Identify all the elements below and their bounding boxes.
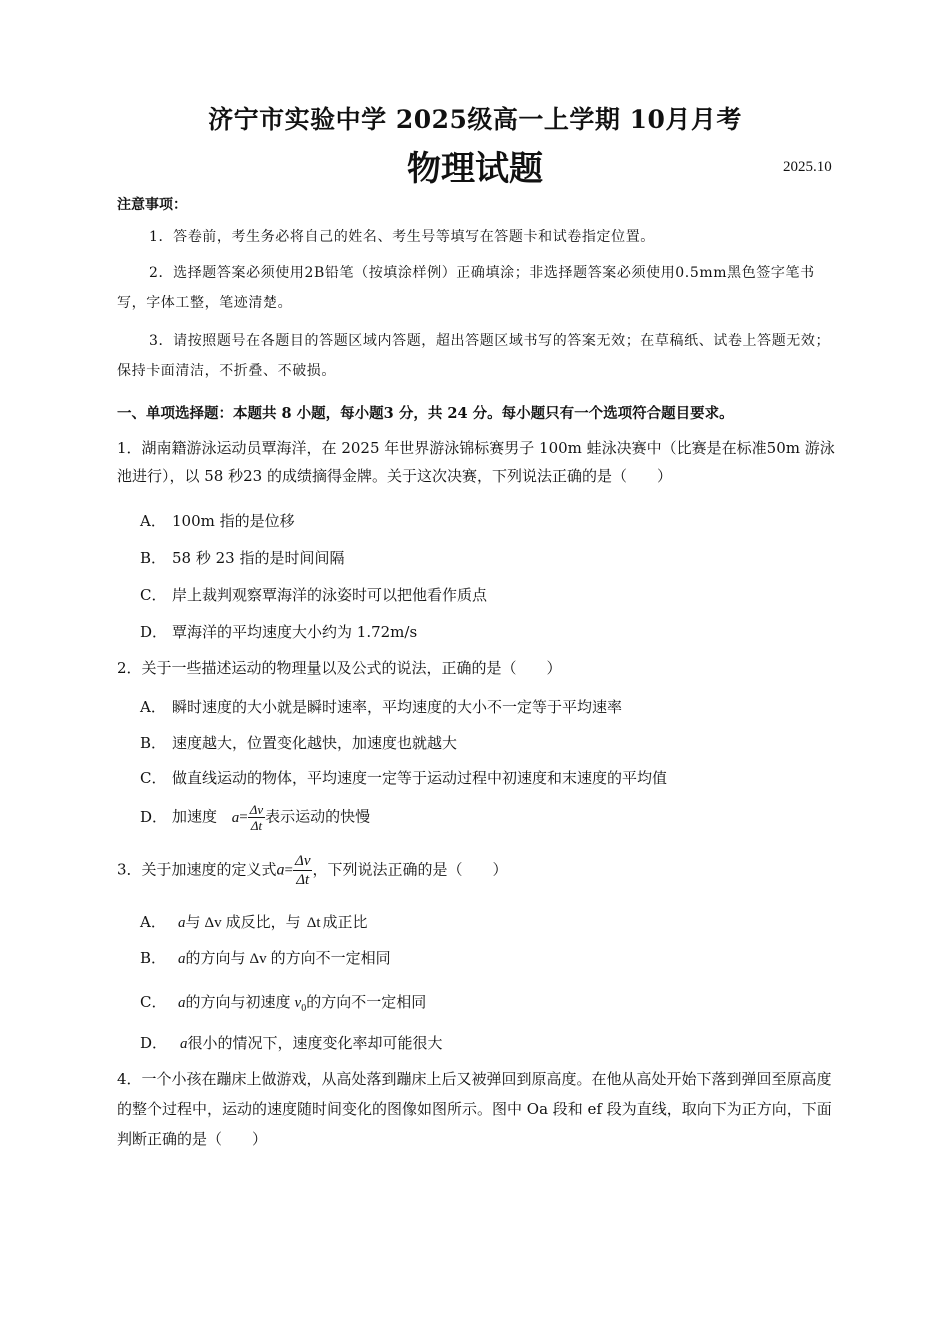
q1-option-b <box>140 547 344 568</box>
option-text: 的方向不一定相同 <box>270 949 391 967</box>
option-label: C． <box>140 586 167 604</box>
question-4-stem: 4．一个小孩在蹦床上做游戏，从高处落到蹦床上后又被弹回到原高度。在他从高处开始下落到弹回至原高度的整个过程中，运动的速度随时间变化的图像如图所示。图中 Oa 段和 ef 段为直线，取向下为正方向，下面判断正确的是（ ） <box>117 1070 832 1148</box>
option-text: 成正比 <box>322 913 368 931</box>
exam-date: 2025.10 <box>783 159 832 175</box>
formula-equals: = <box>239 809 248 826</box>
option-text: 岸上裁判观察覃海洋的泳姿时可以把他看作质点 <box>172 586 488 604</box>
option-text: 覃海洋的平均速度大小约为 1.72m/s <box>172 623 418 641</box>
option-text: 100m 指的是位移 <box>172 512 295 530</box>
option-text: 的方向不一定相同 <box>306 993 427 1011</box>
option-label: B． <box>140 549 167 567</box>
q3-option-a <box>140 911 368 932</box>
option-label: A． <box>140 512 166 530</box>
question-1-stem: 1．湖南籍游泳运动员覃海洋，在 2025 年世界游泳锦标赛男子 100m 蛙泳决赛中（比赛是在标准50m 游泳池进行），以 58 秒23 的成绩摘得金牌。关于这次决赛，下列说法正确的是（ ） <box>117 439 835 485</box>
q3-option-c <box>140 991 426 1014</box>
q2-option-a <box>140 696 622 717</box>
option-label: D． <box>140 807 168 826</box>
fraction-numerator: Δv <box>295 853 311 869</box>
option-text: 成反比，与 <box>225 913 301 931</box>
option-text: 速度越大，位置变化越快，加速度也就越大 <box>172 734 458 752</box>
option-text: 瞬时速度的大小就是瞬时速率，平均速度的大小不一定等于平均速率 <box>172 698 623 716</box>
option-label: C． <box>140 769 167 787</box>
subscript-zero: 0 <box>301 1003 307 1014</box>
exam-subject-title: 物理试题 <box>407 149 543 189</box>
q3-option-d <box>140 1032 443 1053</box>
option-label: B． <box>140 949 167 967</box>
question-2-stem: 2．关于一些描述运动的物理量以及公式的说法，正确的是（ ） <box>117 659 562 677</box>
option-text: 的方向与初速度 <box>185 993 291 1011</box>
question-3-stem <box>117 852 508 889</box>
option-label: A． <box>140 913 166 931</box>
q1-option-c <box>140 584 487 605</box>
formula-fraction <box>248 802 265 833</box>
option-label: D． <box>140 623 168 641</box>
fraction-numerator: Δv <box>249 802 264 817</box>
var-delta-v: Δv <box>204 915 222 931</box>
formula-equals: = <box>284 862 294 879</box>
q2-option-c <box>140 767 667 788</box>
var-delta-v: Δv <box>249 951 267 967</box>
q1-option-d <box>140 621 417 642</box>
option-text: 做直线运动的物体，平均速度一定等于运动过程中初速度和末速度的平均值 <box>172 769 668 787</box>
formula-var-a: a <box>231 809 240 826</box>
var-delta-t: Δt <box>306 915 321 931</box>
formula-var-a: a <box>276 861 285 879</box>
q2-option-b <box>140 732 457 753</box>
q1-option-a <box>140 510 295 531</box>
stem-prefix: 3．关于加速度的定义式 <box>117 860 277 879</box>
option-label: C． <box>140 993 167 1011</box>
formula-fraction <box>293 852 312 889</box>
var-a: a <box>178 995 186 1011</box>
option-label: B． <box>140 734 167 752</box>
exam-school-title: 济宁市实验中学 2025级高一上学期 10月月考 <box>208 105 742 134</box>
notes-heading: 注意事项： <box>117 197 187 213</box>
option-label: A． <box>140 698 166 716</box>
section-heading: 一、单项选择题：本题共 8 小题，每小题3 分，共 24 分。每小题只有一个选项符合题目要求。 <box>117 405 734 422</box>
option-text: 加速度 <box>172 807 218 826</box>
var-a: a <box>178 915 186 931</box>
option-label: D． <box>140 1034 168 1052</box>
option-text: 与 <box>185 913 201 931</box>
fraction-denominator: Δt <box>296 872 310 888</box>
note-item-1: 1．答卷前，考生务必将自己的姓名、考生号等填写在答题卡和试卷指定位置。 <box>149 229 655 245</box>
option-text: 58 秒 23 指的是时间间隔 <box>172 549 345 567</box>
option-text: 很小的情况下，速度变化率却可能很大 <box>187 1034 443 1052</box>
q3-option-b <box>140 947 391 968</box>
option-text-suffix: 表示运动的快慢 <box>265 807 371 826</box>
note-item-2: 2．选择题答案必须使用2B铅笔（按填涂样例）正确填涂；非选择题答案必须使用0.5mm黑色签字笔书写，字体工整，笔迹清楚。 <box>117 265 815 311</box>
stem-suffix: ，下列说法正确的是（ ） <box>312 860 508 879</box>
var-v0: v <box>294 995 302 1011</box>
note-item-3: 3．请按照题号在各题目的答题区域内答题，超出答题区域书写的答案无效；在草稿纸、试卷上答题无效；保持卡面清洁，不折叠、不破损。 <box>117 333 831 379</box>
var-a: a <box>180 1036 188 1052</box>
fraction-denominator: Δt <box>250 818 263 833</box>
q2-option-d <box>140 802 370 833</box>
var-a: a <box>178 951 186 967</box>
option-text: 的方向与 <box>185 949 246 967</box>
